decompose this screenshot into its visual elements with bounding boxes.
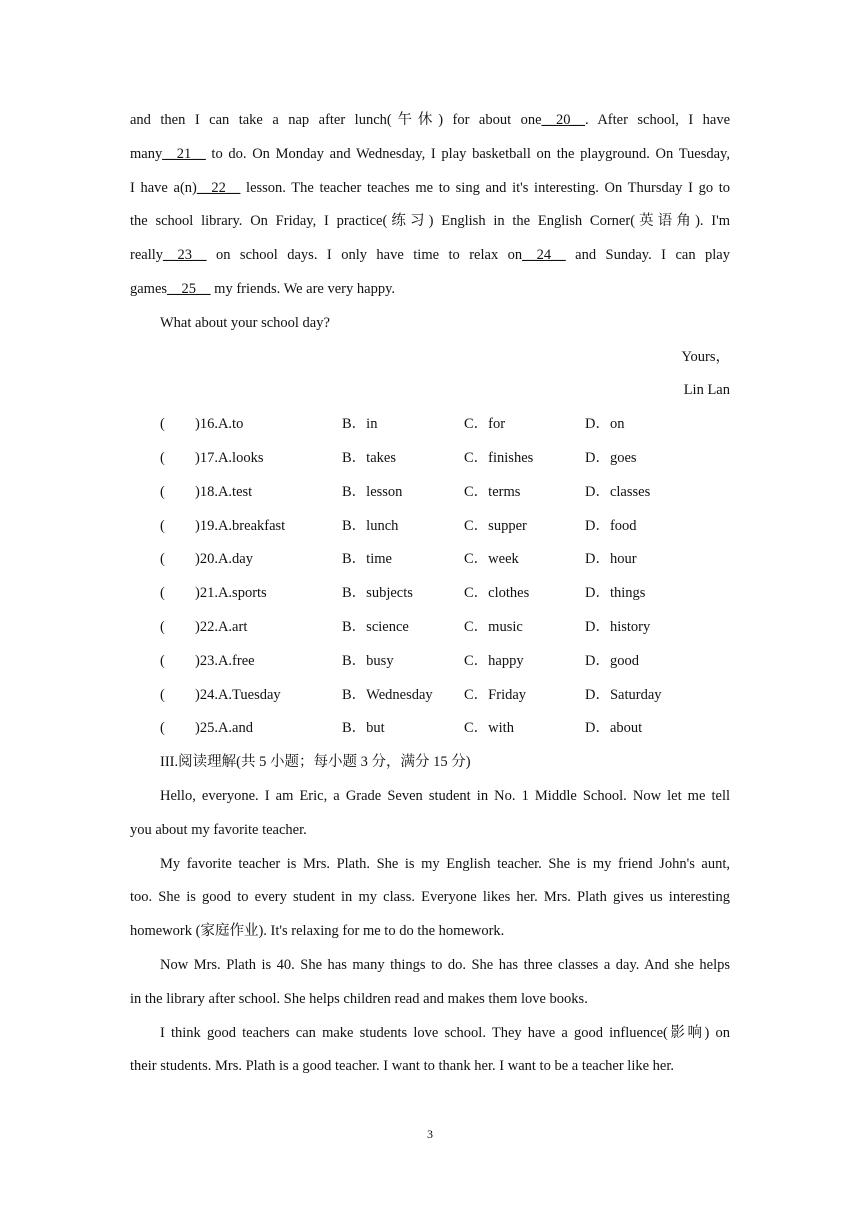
option-a: )24.A.Tuesday (195, 686, 281, 703)
answer-paren: ( (160, 449, 165, 466)
blank-23: __23__ (163, 247, 207, 264)
reading-line: Hello, everyone. I am Eric, a Grade Seven student in No. 1 Middle School. Now let me tell (160, 787, 730, 804)
answer-paren: ( (160, 652, 165, 669)
option-d: D．things (585, 585, 646, 602)
reading-line: their students. Mrs. Plath is a good teacher. I want to thank her. I want to be a teacher like her. (130, 1058, 674, 1075)
question-row (130, 510, 730, 544)
text: to do. On Monday and Wednesday, I play basketball on the playground. On Tuesday, (205, 145, 730, 162)
passage-line (130, 172, 730, 206)
blank-24: __24__ (522, 247, 566, 264)
question-row (130, 679, 730, 713)
blank-21: __21__ (162, 145, 206, 162)
question-row (130, 611, 730, 645)
option-d: D．about (585, 720, 643, 737)
option-b: B．busy (342, 652, 394, 669)
question-row (130, 712, 730, 746)
option-a: )17.A.looks (195, 449, 264, 466)
option-c: C．supper (464, 517, 527, 534)
blank-25: __25__ (167, 280, 211, 297)
question-row (130, 408, 730, 442)
option-a: )16.A.to (195, 416, 244, 433)
option-d: D．good (585, 652, 639, 669)
answer-paren: ( (160, 416, 165, 433)
passage-line (130, 273, 730, 307)
option-c: C．music (464, 618, 523, 635)
answer-paren: ( (160, 517, 165, 534)
text: many (130, 145, 163, 162)
option-a: )19.A.breakfast (195, 517, 286, 534)
option-a: )20.A.day (195, 551, 253, 568)
option-c: C．week (464, 551, 519, 568)
option-d: D．classes (585, 483, 651, 500)
option-c: C．finishes (464, 449, 534, 466)
reading-line: you about my favorite teacher. (130, 821, 307, 838)
option-b: B．lunch (342, 517, 399, 534)
reading-line: too. She is good to every student in my class. Everyone likes her. Mrs. Plath gives us interesting (130, 889, 730, 906)
text: I have a(n) (130, 179, 197, 196)
option-d: D．Saturday (585, 686, 662, 703)
question-row (130, 577, 730, 611)
answer-paren: ( (160, 618, 165, 635)
answer-paren: ( (160, 483, 165, 500)
option-b: B．takes (342, 449, 396, 466)
question-row (130, 476, 730, 510)
text: and Sunday. I can play (565, 247, 730, 264)
text: games (130, 280, 168, 297)
option-c: C．terms (464, 483, 521, 500)
document-page (130, 104, 730, 1084)
question-list (130, 408, 730, 746)
answer-paren: ( (160, 551, 165, 568)
option-c: C．clothes (464, 585, 530, 602)
reading-line: in the library after school. She helps children read and makes them love books. (130, 990, 588, 1007)
answer-paren: ( (160, 686, 165, 703)
page-number: 3 (427, 1127, 433, 1141)
text: lesson. The teacher teaches me to sing and it's interesting. On Thursday I go to (240, 179, 731, 196)
option-b: B．in (342, 416, 378, 433)
option-a: )18.A.test (195, 483, 253, 500)
passage-line (130, 104, 730, 138)
blank-20: __20__ (541, 112, 586, 128)
text: . After school, I have (585, 112, 730, 128)
option-b: B．time (342, 551, 392, 568)
blank-22: __22__ (196, 179, 241, 196)
option-b: B．but (342, 720, 385, 737)
text: really (130, 247, 164, 264)
reading-line: I think good teachers can make students love school. They have a good influence(影响) on (160, 1024, 730, 1041)
question-row (130, 442, 730, 476)
option-c: C．with (464, 720, 514, 737)
option-c: C．Friday (464, 686, 527, 703)
option-a: )22.A.art (195, 618, 248, 635)
text: and then I can take a nap after lunch(午休) for about one (130, 112, 542, 128)
option-a: )25.A.and (195, 720, 253, 737)
option-d: D．food (585, 517, 637, 534)
option-c: C．happy (464, 652, 524, 669)
question-row (130, 645, 730, 679)
answer-paren: ( (160, 720, 165, 737)
option-d: D．history (585, 618, 651, 635)
section-heading: III.阅读理解(共 5 小题；每小题 3 分，满分 15 分) (160, 754, 471, 771)
option-b: B．science (342, 618, 409, 635)
reading-line: homework (家庭作业). It's relaxing for me to do the homework. (130, 923, 505, 940)
letter-signature: Lin Lan (683, 382, 730, 399)
reading-line: Now Mrs. Plath is 40. She has many things to do. She has three classes a day. And she helps (160, 956, 730, 973)
passage-line (130, 239, 730, 273)
option-b: B．Wednesday (342, 686, 433, 703)
passage-line: the school library. On Friday, I practice(练习) English in the English Corner(英语角). I'm (130, 213, 730, 230)
text: my friends. We are very happy. (210, 280, 395, 297)
question-row (130, 543, 730, 577)
option-b: B．subjects (342, 585, 413, 602)
option-c: C．for (464, 416, 506, 433)
option-d: D．on (585, 416, 625, 433)
answer-paren: ( (160, 585, 165, 602)
option-a: )21.A.sports (195, 585, 267, 602)
reading-line: My favorite teacher is Mrs. Plath. She is my English teacher. She is my friend John's aunt, (160, 855, 730, 872)
passage-line (130, 138, 730, 172)
text: on school days. I only have time to relax on (206, 247, 523, 264)
option-d: D．hour (585, 551, 637, 568)
letter-closing: Yours， (681, 348, 730, 365)
option-b: B．lesson (342, 483, 403, 500)
option-a: )23.A.free (195, 652, 255, 669)
option-d: D．goes (585, 449, 637, 466)
passage-line: What about your school day? (160, 314, 330, 331)
